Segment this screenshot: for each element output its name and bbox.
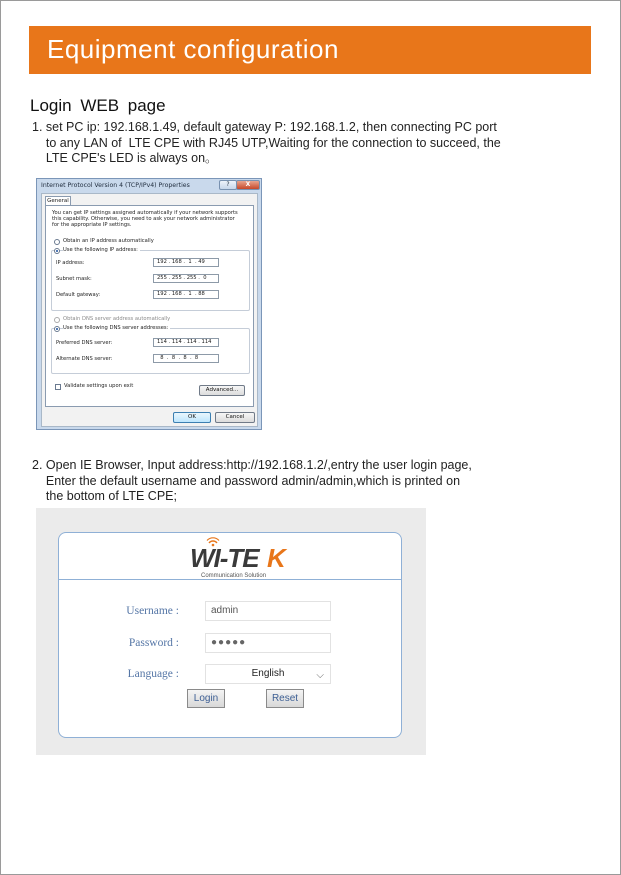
- step2-line: the bottom of LTE CPE;: [32, 489, 177, 503]
- cancel-button[interactable]: Cancel: [215, 412, 255, 423]
- obtain-dns-radio[interactable]: [54, 317, 60, 323]
- login-page-screenshot: [36, 508, 426, 755]
- alternate-dns-label: Alternate DNS server:: [56, 356, 113, 362]
- general-panel: [45, 205, 254, 407]
- username-input[interactable]: admin: [205, 601, 331, 621]
- step1-line: LTE CPE's LED is always on。: [32, 151, 218, 165]
- svg-text:Communication Solution: Communication Solution: [201, 573, 267, 579]
- default-gateway-field[interactable]: 192 . 168 . 1 . 88: [153, 290, 219, 299]
- svg-text:WI-TE: WI-TE: [190, 543, 259, 573]
- ipv4-properties-dialog: [36, 178, 262, 430]
- obtain-ip-label: Obtain an IP address automatically: [63, 238, 154, 244]
- default-gateway-label: Default gateway:: [56, 292, 101, 298]
- password-label: Password :: [128, 637, 179, 649]
- ok-button[interactable]: OK: [173, 412, 211, 423]
- wi-tek-logo: [189, 537, 289, 579]
- dialog-title: Internet Protocol Version 4 (TCP/IPv4) Properties: [41, 182, 190, 189]
- intro-line: You can get IP settings assigned automatically if your network supports: [52, 210, 238, 216]
- ip-address-field[interactable]: 192 . 168 . 1 . 49: [153, 258, 219, 267]
- login-header: [59, 533, 401, 580]
- use-dns-label: Use the following DNS server addresses:: [63, 325, 169, 331]
- ip-address-label: IP address:: [56, 260, 85, 266]
- subnet-mask-field[interactable]: 255 . 255 . 255 . 0: [153, 274, 219, 283]
- section-title: Login WEB page: [30, 96, 166, 115]
- language-select[interactable]: [205, 664, 331, 684]
- step1-line: 1. set PC ip: 192.168.1.49, default gateway P: 192.168.1.2, then connecting PC port: [32, 120, 497, 134]
- reset-button[interactable]: Reset: [266, 689, 304, 708]
- alternate-dns-field[interactable]: 8 . 8 . 8 . 8: [153, 354, 219, 363]
- dialog-body: [41, 193, 258, 427]
- intro-line: this capability. Otherwise, you need to ask your network administrator: [52, 216, 235, 222]
- step2-line: Enter the default username and password admin/admin,which is printed on: [32, 473, 461, 488]
- use-dns-radio[interactable]: [54, 326, 60, 332]
- dns-group: [51, 328, 250, 374]
- step1-text: [32, 120, 501, 167]
- intro-line: for the appropriate IP settings.: [52, 222, 132, 228]
- validate-checkbox[interactable]: [55, 384, 61, 390]
- tab-general[interactable]: General: [45, 196, 71, 206]
- language-value: English: [251, 668, 285, 679]
- step1-line: to any LAN of LTE CPE with RJ45 UTP,Waiting for the connection to succeed, the: [32, 135, 501, 150]
- use-ip-radio[interactable]: [54, 248, 60, 254]
- header-banner: [29, 26, 591, 74]
- advanced-button[interactable]: Advanced...: [199, 385, 245, 396]
- help-button[interactable]: ?: [219, 180, 237, 190]
- step2-text: [32, 458, 472, 505]
- login-button[interactable]: Login: [187, 689, 225, 708]
- preferred-dns-label: Preferred DNS server:: [56, 340, 113, 346]
- step2-line: 2. Open IE Browser, Input address:http://192.168.1.2/,entry the user login page,: [32, 458, 472, 472]
- preferred-dns-field[interactable]: 114 . 114 . 114 . 114: [153, 338, 219, 347]
- svg-text:K: K: [267, 543, 286, 573]
- chevron-down-icon: ⌵: [316, 670, 324, 681]
- subnet-mask-label: Subnet mask:: [56, 276, 92, 282]
- username-label: Username :: [126, 605, 179, 617]
- obtain-ip-radio[interactable]: [54, 239, 60, 245]
- login-card: [58, 532, 402, 738]
- obtain-dns-label: Obtain DNS server address automatically: [63, 316, 171, 322]
- password-input[interactable]: ●●●●●: [205, 633, 331, 653]
- language-label: Language :: [127, 668, 179, 680]
- use-ip-label: Use the following IP address:: [63, 247, 138, 253]
- validate-label: Validate settings upon exit: [64, 383, 134, 389]
- banner-title: Equipment configuration: [47, 34, 339, 64]
- close-button[interactable]: X: [236, 180, 260, 190]
